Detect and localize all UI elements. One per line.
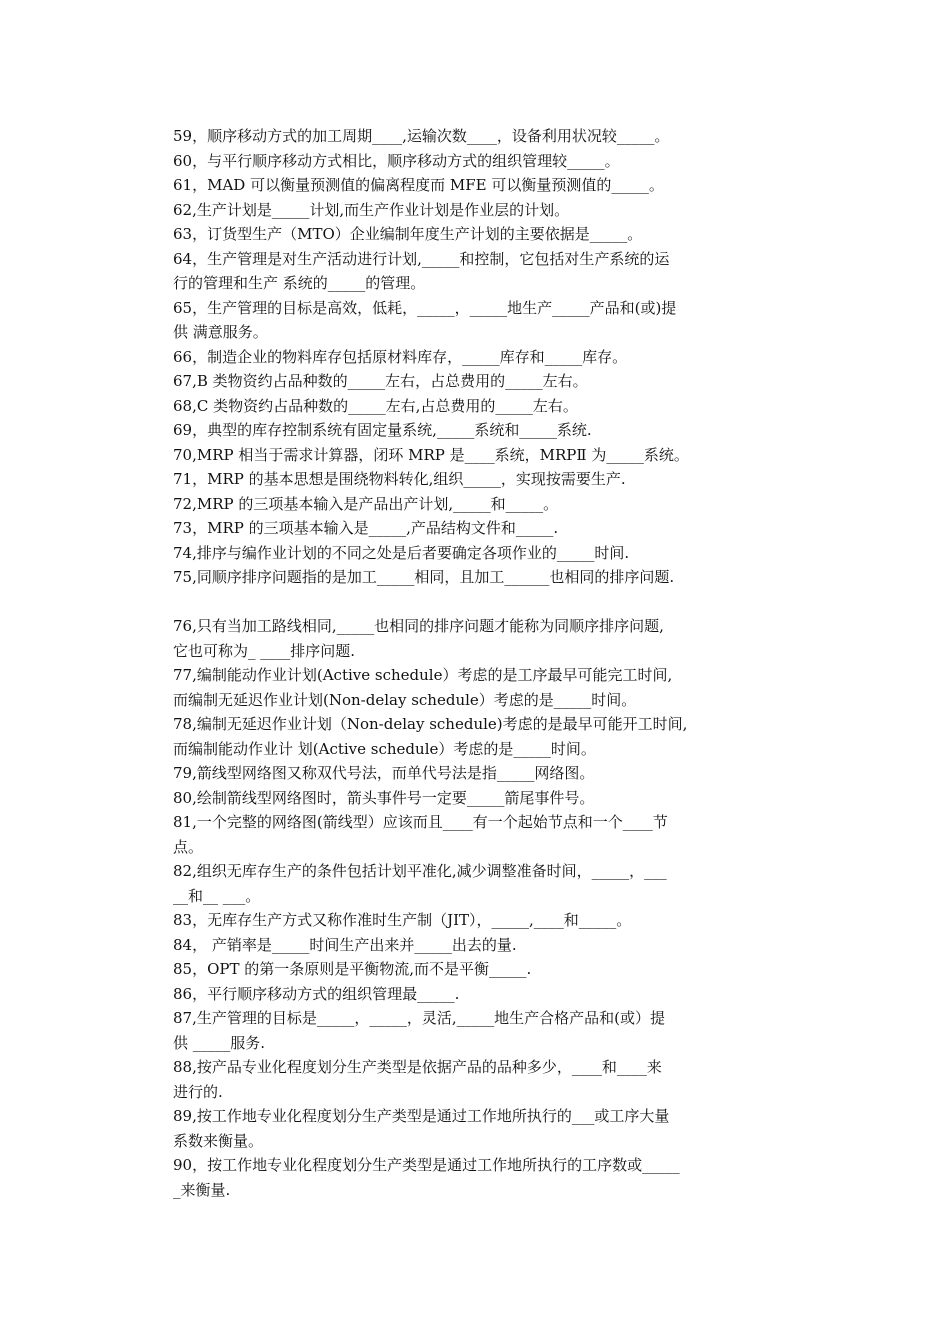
question-line: 62,生产计划是_____计划,而生产作业计划是作业层的计划。 <box>173 200 570 219</box>
question-line: 61，MAD 可以衡量预测值的偏离程度而 MFE 可以衡量预测值的_____。 <box>173 176 664 194</box>
question-line: 71，MRP 的基本思想是围绕物料转化,组织_____，实现按需要生产. <box>173 470 626 488</box>
question-line: 89,按工作地专业化程度划分生产类型是通过工作地所执行的___或工序大量 <box>173 1107 670 1125</box>
question-line: _来衡量. <box>173 1180 231 1199</box>
question-line: 77,编制能动作业计划(Active schedule）考虑的是工序最早可能完工时间, <box>173 666 673 684</box>
question-line: 63，订货型生产（MTO）企业编制年度生产计划的主要依据是_____。 <box>173 225 643 243</box>
question-line: 供 满意服务。 <box>173 323 268 341</box>
question-line: 83，无库存生产方式又称作准时生产制（JIT），_____,____和_____。 <box>173 911 632 929</box>
question-line: 72,MRP 的三项基本输入是产品出产计划,_____和_____。 <box>173 494 559 513</box>
question-line: 87,生产管理的目标是_____，_____，灵活,_____地生产合格产品和(或）提 <box>173 1009 665 1027</box>
question-line: 70,MRP 相当于需求计算器，闭环 MRP 是____系统，MRPⅡ 为_____系统。 <box>173 445 689 464</box>
question-line: 88,按产品专业化程度划分生产类型是依据产品的品种多少，____和____来 <box>173 1058 662 1076</box>
question-line: 供 _____服务. <box>173 1033 266 1052</box>
question-line: 74,排序与编作业计划的不同之处是后者要确定各项作业的_____时间. <box>173 543 630 562</box>
question-line: 79,箭线型网络图又称双代号法，而单代号法是指_____网络图。 <box>173 764 595 782</box>
question-line: 行的管理和生产 系统的_____的管理。 <box>173 274 426 292</box>
question-line: 90，按工作地专业化程度划分生产类型是通过工作地所执行的工序数或_____ <box>173 1156 680 1174</box>
question-line: 84， 产销率是_____时间生产出来并_____出去的量. <box>173 935 517 954</box>
question-line: 而编制能动作业计 划(Active schedule）考虑的是_____时间。 <box>173 739 596 758</box>
question-line: 65，生产管理的目标是高效，低耗，_____，_____地生产_____产品和(或)提 <box>173 298 677 317</box>
question-line: __和__ ___。 <box>173 886 261 905</box>
question-line: 67,B 类物资约占品种数的_____左右，占总费用的_____左右。 <box>173 372 588 390</box>
question-line: 69，典型的库存控制系统有固定量系统,_____系统和_____系统. <box>173 421 592 439</box>
question-line: 59，顺序移动方式的加工周期____,运输次数____，设备利用状况较_____。 <box>173 127 670 145</box>
question-line: 86，平行顺序移动方式的组织管理最_____. <box>173 984 460 1003</box>
question-line: 66，制造企业的物料库存包括原材料库存，_____库存和_____库存。 <box>173 347 628 366</box>
question-line: 73，MRP 的三项基本输入是_____,产品结构文件和_____. <box>173 519 559 537</box>
question-line: 60，与平行顺序移动方式相比，顺序移动方式的组织管理较_____。 <box>173 151 620 170</box>
question-line: 78,编制无延迟作业计划（Non-delay schedule)考虑的是最早可能开工时间, <box>173 715 688 733</box>
question-line: 而编制无延迟作业计划(Non-delay schedule）考虑的是_____时间。 <box>173 690 637 709</box>
paragraph-gap <box>173 590 823 615</box>
question-line: 系数来衡量。 <box>173 1131 264 1150</box>
question-line: 80,绘制箭线型网络图时，箭头事件号一定要_____箭尾事件号。 <box>173 788 595 807</box>
question-line: 进行的. <box>173 1082 223 1101</box>
question-line: 75,同顺序排序问题指的是加工_____相同，且加工______也相同的排序问题. <box>173 568 675 586</box>
question-line: 它也可称为_ ____排序问题. <box>173 641 356 660</box>
question-line: 64，生产管理是对生产活动进行计划,_____和控制，它包括对生产系统的运 <box>173 249 670 268</box>
question-line: 81,一个完整的网络图(箭线型）应该而且____有一个起始节点和一个____节 <box>173 813 668 831</box>
question-line: 76,只有当加工路线相同,_____也相同的排序问题才能称为同顺序排序问题, <box>173 617 664 635</box>
question-line: 82,组织无库存生产的条件包括计划平准化,减少调整准备时间，_____，___ <box>173 862 667 880</box>
question-line: 68,C 类物资约占品种数的_____左右,占总费用的_____左右。 <box>173 396 578 415</box>
question-line: 85，OPT 的第一条原则是平衡物流,而不是平衡_____. <box>173 960 532 978</box>
question-list <box>173 124 823 1202</box>
question-line: 点。 <box>173 837 204 856</box>
